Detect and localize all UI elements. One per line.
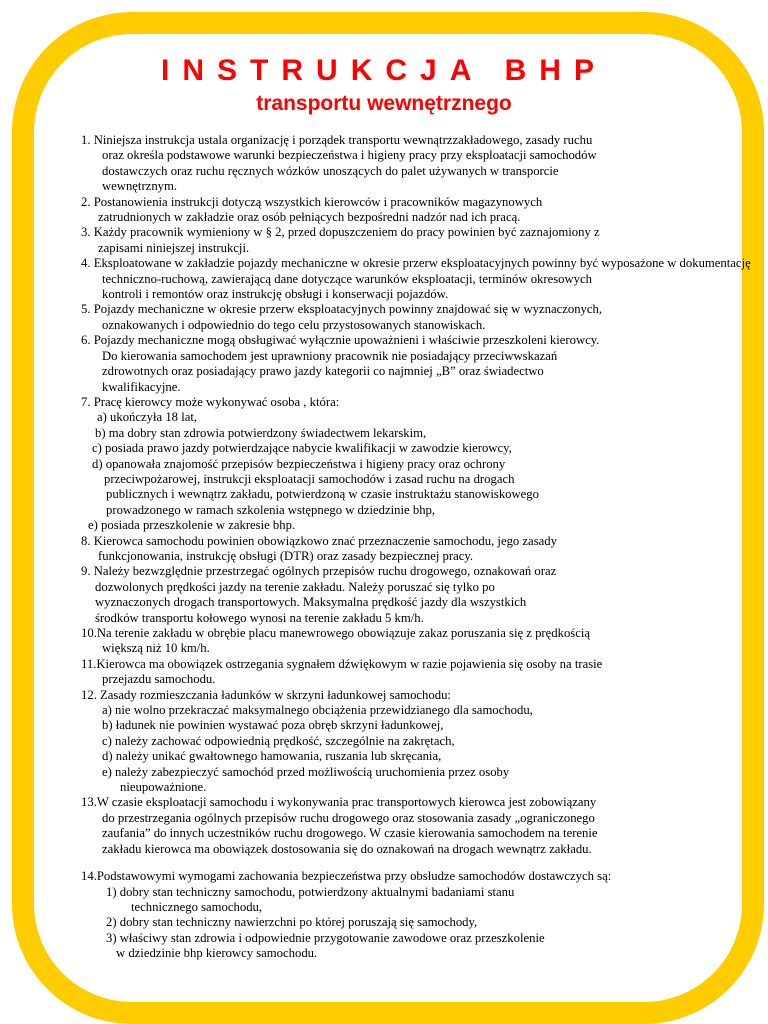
instruction-line: przejazdu samochodu.: [102, 672, 216, 687]
instruction-line: e) należy zabezpieczyć samochód przed możliwością uruchomienia przez osoby: [102, 764, 510, 779]
instruction-line: d) należy unikać gwałtownego hamowania, ruszania lub skręcania,: [102, 749, 442, 764]
instruction-line: 10.Na terenie zakładu w obrębie placu manewrowego obowiązuje zakaz poruszania się z prędkością: [81, 626, 591, 640]
instruction-line: a) ukończyła 18 lat,: [97, 410, 198, 425]
instruction-line: oraz określa podstawowe warunki bezpieczeństwa i higieny pracy przy eksploatacji samochodów: [102, 148, 597, 163]
instruction-line: 11.Kierowca ma obowiązek ostrzegania sygnałem dźwiękowym w razie pojawienia się osoby na trasie: [81, 656, 603, 671]
instruction-line: kwalifikacyjne.: [102, 379, 181, 394]
instruction-line: 9. Należy bezwzględnie przestrzegać ogólnych przepisów ruchu drogowego, oznakowań oraz: [81, 564, 557, 579]
instruction-line: a) nie wolno przekraczać maksymalnego obciążenia przewidzianego dla samochodu,: [102, 703, 533, 718]
instruction-line: d) opanowała znajomość przepisów bezpieczeństwa i higieny pracy oraz ochrony: [92, 456, 506, 471]
instruction-line: 2. Postanowienia instrukcji dotyczą wszystkich kierowców i pracowników magazynowych: [81, 194, 543, 209]
instruction-line: 12. Zasady rozmieszczania ładunków w skrzyni ładunkowej samochodu:: [81, 687, 451, 702]
instruction-line: publicznych i wewnątrz zakładu, potwierdzoną w czasie instruktażu stanowiskowego: [106, 487, 539, 502]
instruction-line: zdrowotnych oraz posiadający prawo jazdy kategorii co najmniej „B” oraz świadectwo: [102, 364, 544, 379]
instruction-line: 1. Niniejsza instrukcja ustala organizację i porządek transportu wewnątrzzakładowego, zasady ruchu: [81, 133, 593, 147]
instruction-line: dostawczych oraz ruchu ręcznych wózków unoszących do palet używanych w transporcie: [102, 163, 559, 178]
blank-line: [81, 857, 681, 869]
instruction-line: oznakowanych i odpowiednio do tego celu przystosowanych stanowiskach.: [102, 317, 486, 332]
instruction-line: techniczno-ruchową, zawierającą dane dotyczące warunków eksploatacji, terminów okresowych: [102, 271, 593, 286]
instruction-line: technicznego samochodu,: [131, 899, 263, 914]
instruction-line: 14.Podstawowymi wymogami zachowania bezpieczeństwa przy obsłudze samochodów dostawczych są:: [81, 869, 612, 884]
instruction-line: zaufania” do innych uczestników ruchu drogowego. W czasie kierowania samochodem na terenie: [102, 826, 598, 841]
instruction-line: kontroli i remontów oraz instrukcję obsługi i konserwacji pojazdów.: [102, 287, 449, 302]
instruction-line: zapisami niniejszej instrukcji.: [98, 240, 250, 255]
instruction-line: b) ładunek nie powinien wystawać poza obręb skrzyni ładunkowej,: [102, 718, 444, 733]
instruction-body: [81, 133, 751, 962]
instruction-line: e) posiada przeszkolenie w zakresie bhp.: [88, 518, 296, 533]
instruction-line: 2) dobry stan techniczny nawierzchni po której poruszają się samochody,: [106, 915, 478, 930]
instruction-line: większą niż 10 km/h.: [102, 641, 210, 656]
instruction-line: c) należy zachować odpowiednią prędkość, szczególnie na zakrętach,: [102, 733, 455, 748]
instruction-line: do przestrzegania ogólnych przepisów ruchu drogowego oraz stosowania zasady „ograniczonego: [102, 810, 595, 825]
instruction-line: przeciwpożarowej, instrukcji eksploatacji samochodów i zasad ruchu na drogach: [104, 471, 515, 486]
instruction-line: 1) dobry stan techniczny samochodu, potwierdzony aktualnymi badaniami stanu: [106, 884, 515, 899]
instruction-line: zakładu kierowca ma obowiązek dostosowania się do oznakowań na drogach wewnątrz zakładu.: [102, 841, 592, 856]
instruction-line: wyznaczonych drogach transportowych. Maksymalna prędkość jazdy dla wszystkich: [95, 595, 527, 610]
instruction-line: dozwolonych prędkości jazdy na terenie zakładu. Należy poruszać się tylko po: [95, 579, 495, 594]
instruction-line: zatrudnionych w zakładzie oraz osób pełniących bezpośredni nadzór nad ich pracą.: [98, 210, 521, 225]
instruction-line: 8. Kierowca samochodu powinien obowiązkowo znać przeznaczenie samochodu, jego zasady: [81, 533, 557, 548]
instruction-line: 7. Pracę kierowcy może wykonywać osoba , która:: [81, 394, 340, 409]
instruction-line: wewnętrznym.: [102, 179, 178, 194]
instruction-line: prowadzonego w ramach szkolenia wstępnego w dziedzinie bhp,: [106, 502, 436, 517]
instruction-line: c) posiada prawo jazdy potwierdzające nabycie kwalifikacji w zawodzie kierowcy,: [92, 441, 512, 456]
instruction-line: 4. Eksploatowane w zakładzie pojazdy mechaniczne w okresie przerw eksploatacyjnych powinny być wyposażone w dokumentację: [81, 256, 751, 271]
instruction-line: funkcjonowania, instrukcję obsługi (DTR) oraz zasady bezpiecznej pracy.: [98, 548, 474, 563]
instruction-line: w dziedzinie bhp kierowcy samochodu.: [116, 946, 318, 961]
instruction-line: 13.W czasie eksploatacji samochodu i wykonywania prac transportowych kierowca jest zobowiązany: [81, 795, 597, 810]
instruction-line: b) ma dobry stan zdrowia potwierdzony świadectwem lekarskim,: [95, 425, 427, 440]
instruction-line: nieupoważnione.: [120, 780, 207, 795]
page-subtitle: transportu wewnętrznego: [256, 92, 512, 115]
instruction-line: 5. Pojazdy mechaniczne w okresie przerw eksploatacyjnych powinny znajdować się w wyznaczonych,: [81, 302, 603, 317]
instruction-line: 3) właściwy stan zdrowia i odpowiednie przygotowanie zawodowe oraz przeszkolenie: [106, 930, 545, 945]
page-title: INSTRUKCJA BHP: [161, 54, 607, 87]
instruction-line: 6. Pojazdy mechaniczne mogą obsługiwać wyłącznie upoważnieni i właściwie przeszkoleni kierowcy.: [81, 333, 600, 348]
instruction-line: Do kierowania samochodem jest uprawniony pracownik nie posiadający przeciwwskazań: [102, 348, 558, 363]
instruction-line: środków transportu kołowego wynosi na terenie zakładu 5 km/h.: [95, 610, 424, 625]
instruction-line: 3. Każdy pracownik wymieniony w § 2, przed dopuszczeniem do pracy powinien być zaznajomiony z: [81, 225, 600, 240]
